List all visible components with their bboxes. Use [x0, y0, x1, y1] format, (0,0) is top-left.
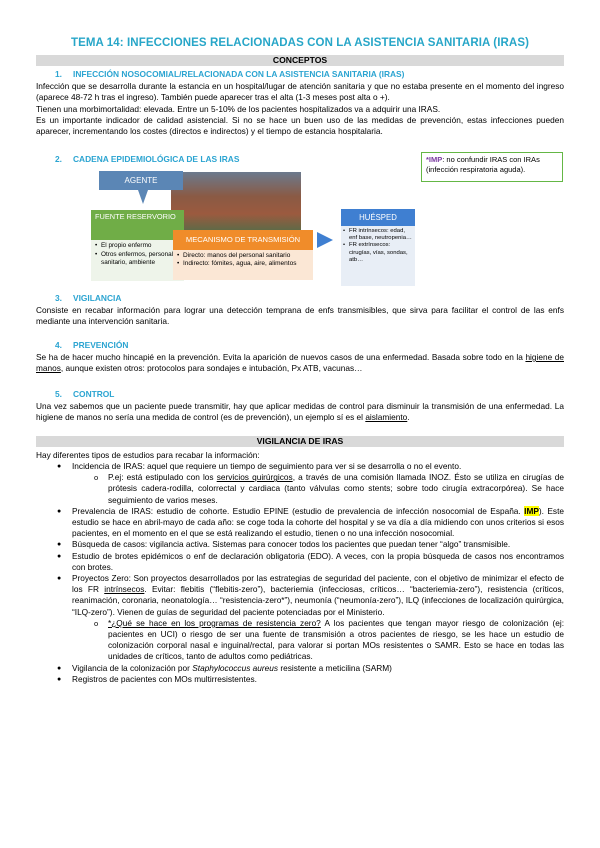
epidemiological-chain-diagram	[91, 166, 415, 286]
list-item-zero-sub	[94, 617, 565, 663]
diagram-mecanismo-list	[173, 250, 313, 280]
arrow-down-icon	[138, 190, 148, 204]
incidencia-sub-text-a: P.ej: está estipulado con los	[108, 472, 217, 483]
sarm-text-a: Vigilancia de la colonización por	[72, 662, 193, 673]
registros-text: Registros de pacientes con MOs multirresistentes.	[72, 673, 257, 684]
higiene-de-manos-link: higiene de manos	[36, 352, 564, 374]
huesped-item: • FR extrínsecos: cirugías, vías, sondas, atb…	[349, 242, 412, 264]
diagram-fuente-list	[91, 240, 184, 281]
section-header-conceptos: CONCEPTOS	[36, 55, 564, 66]
list-item-brotes	[57, 550, 564, 573]
section-1-number: 1.	[55, 69, 62, 79]
sarm-italic: Staphylococcus aureus	[192, 662, 279, 673]
vigilancia-list	[57, 461, 565, 685]
mecanismo-item: • Directo: manos del personal sanitario	[183, 252, 309, 260]
section-5-heading: CONTROL	[73, 389, 115, 399]
circle-bullet-icon: o	[94, 618, 99, 628]
section-4-paragraph	[36, 352, 564, 374]
bullet-icon: ●	[57, 575, 62, 583]
bullet-icon: ●	[57, 552, 62, 560]
imp-label: *IMP	[426, 155, 443, 164]
mecanismo-item: • Indirecto: fómites, agua, aire, alimentos	[183, 260, 309, 268]
section-5-number: 5.	[55, 389, 62, 399]
prevalencia-text-a: Prevalencia de IRAS: estudio de cohorte. Estudio EPINE (estudio de prevalencia de infección nosocomial de España.	[72, 505, 525, 516]
fuente-item: • Otros enfermos, personal sanitario, ambiente	[101, 251, 180, 268]
diagram-agente-box: AGENTE	[99, 171, 183, 190]
servicios-quirurgicos-link: servicios quirúrgicos	[216, 472, 293, 483]
list-item-proyectos-zero	[57, 573, 564, 618]
section-4-text-a: Se ha de hacer mucho hincapié en la prevención. Evita la aparición de nuevos casos de una enfermedad. Basada sobre todo en la	[36, 352, 526, 362]
section-5-text-b: .	[407, 412, 410, 423]
list-item-sarm	[57, 662, 564, 674]
diagram-huesped-list	[341, 226, 415, 286]
zero-text-a: Proyectos Zero: Son proyectos desarrollados por las estrategias de seguridad del paciente, con el objetivo de minimizar el efecto de los FR	[72, 573, 564, 595]
bullet-icon: ●	[57, 541, 62, 549]
list-item-incidencia	[57, 461, 564, 472]
section-3-paragraph: Consiste en recabar información para lograr una detección temprana de enfs transmisibles, que sirva para facilitar el control de las enfs mediante una intervención sanitaria.	[36, 305, 564, 327]
list-item-busqueda	[57, 539, 564, 550]
section-1-paragraph-1: Infección que se desarrolla durante la estancia en un hospital/lugar de atención sanitaria y que no estaba presente en el momento del ingreso (aparece 48-72 h tras el ingreso). También puede aparecer tras el alta (1-3 meses post alta o +).	[36, 81, 564, 103]
section-5-text-a: Una vez sabemos que un paciente puede transmitir, hay que aplicar medidas de control para disminuir la transmisión de una enfermedad. La higiene de manos no sería una medida de control (es de prevención), un ejemplo sí es el	[36, 401, 564, 423]
imp-note-box	[421, 152, 563, 182]
huesped-item: • FR intrínsecos: edad, enf base, neutropenia…	[349, 228, 412, 242]
list-item-prevalencia	[57, 505, 564, 540]
section-3-heading: VIGILANCIA	[73, 293, 122, 303]
incidencia-sub-text-b: , a través de una comisión llamada INOZ. Ésto se utiliza en cirugías de prótesis cadera-rodilla, colorrectal y cardiaca (tanto válvulas como stents; sobre todo cirugía extracorpórea). Se hace seguimiento de varios meses.	[108, 472, 564, 505]
section-header-vigilancia: VIGILANCIA DE IRAS	[36, 436, 564, 447]
arrow-right-icon	[317, 232, 333, 248]
section-4-number: 4.	[55, 340, 62, 350]
diagram-mecanismo-box: MECANISMO DE TRANSMISIÓN	[173, 230, 313, 250]
diagram-fuente-box: FUENTE RESERVORIO	[91, 210, 184, 240]
section-1-paragraph-3: Es un importante indicador de calidad asistencial. Si no se hace un buen uso de las medidas de prevención, estas infecciones pueden aparecer, incrementando los costes (directos e indirectos) y el tiempo de estancia hospitalaria.	[36, 115, 564, 137]
zero-sub-text: A los pacientes que tengan mayor riesgo de colonización (ej: pacientes en UCI) o riesgo de ser una fuente de transmisión a otros pacientes de riesgo, se les hace un estudio de colonización corporal nasal e inguinal/rectal, para valorar si portan MOs resistentes o SAMR. Esto se hace en todas las unidades de críticos, tanto de adultos como pediátricas.	[108, 617, 565, 662]
list-item-registros	[57, 673, 564, 685]
imp-highlight: IMP	[524, 505, 539, 516]
section-1-heading: INFECCIÓN NOSOCOMIAL/RELACIONADA CON LA ASISTENCIA SANITARIA (IRAS)	[73, 69, 405, 79]
diagram-huesped-box: HUÉSPED	[341, 209, 415, 226]
section-4-text-b: , aunque existen otros: protocolos para sondajes e intubación, Px ATB, vacunas…	[60, 363, 363, 374]
vigilancia-intro: Hay diferentes tipos de estudios para recabar la información:	[36, 450, 260, 460]
resistencia-zero-question: *¿Qué se hace en los programas de resistencia zero?	[108, 617, 321, 628]
aislamiento-link: aislamiento	[365, 412, 408, 423]
section-4-heading: PREVENCIÓN	[73, 340, 129, 350]
section-1-paragraph-2: Tienen una morbimortalidad: elevada. Entre un 5-10% de los pacientes hospitalizados va a adquirir una IRAS.	[36, 104, 441, 114]
intrinsecos-link: intrínsecos	[104, 584, 145, 595]
circle-bullet-icon: o	[94, 473, 99, 483]
list-item-incidencia-sub	[94, 472, 564, 506]
imp-note-text: : no confundir IRAS con IRAs (infección respiratoria aguda).	[426, 155, 540, 174]
prevalencia-text-b: ). Este estudio se hace en abril-mayo de cada año: se coge toda la cohorte del hospital y se va día a día midiendo con unos criterios si esos pacientes, en el momento en el que se está realizando el estudio, tienen o no una infección nosocomial.	[72, 505, 564, 539]
bullet-icon: ●	[57, 507, 62, 515]
bullet-icon: ●	[57, 675, 62, 683]
zero-text-b: . Evitar: flebitis (“flebitis-zero”), bacteriemia (infecciosas, críticos… “bacteriemia-zero”), resistencia (críticos, reanimación, coronaria, neonatología… “resistencia-zero*”), neumonía (“neumonía-zero”), ILQ (infecciones de localización quirúrgica, “ILQ-zero”). Vienen de guías de seguridad del paciente potenciadas por el Ministerio.	[72, 584, 564, 617]
section-2-heading: CADENA EPIDEMIOLÓGICA DE LAS IRAS	[73, 154, 240, 164]
sarm-text-b: resistente a meticilina (SARM)	[278, 662, 392, 673]
busqueda-text: Búsqueda de casos: vigilancia activa. Sistemas para conocer todos los pacientes que puedan tener “algo” transmisible.	[72, 539, 511, 550]
bullet-icon: ●	[57, 664, 62, 672]
incidencia-text: Incidencia de IRAS: aquel que requiere un tiempo de seguimiento para ver si se desarrolla o no el evento.	[72, 461, 462, 471]
fuente-item: • El propio enfermo	[101, 242, 180, 251]
section-3-number: 3.	[55, 293, 62, 303]
bullet-icon: ●	[57, 463, 62, 470]
page-title: TEMA 14: INFECCIONES RELACIONADAS CON LA ASISTENCIA SANITARIA (IRAS)	[70, 37, 530, 49]
section-2-number: 2.	[55, 154, 62, 164]
brotes-text: Estudio de brotes epidémicos o enf de declaración obligatoria (EDO). A veces, con la propia búsqueda de casos nos encontramos con brotes.	[72, 550, 564, 572]
section-5-paragraph	[36, 401, 564, 423]
